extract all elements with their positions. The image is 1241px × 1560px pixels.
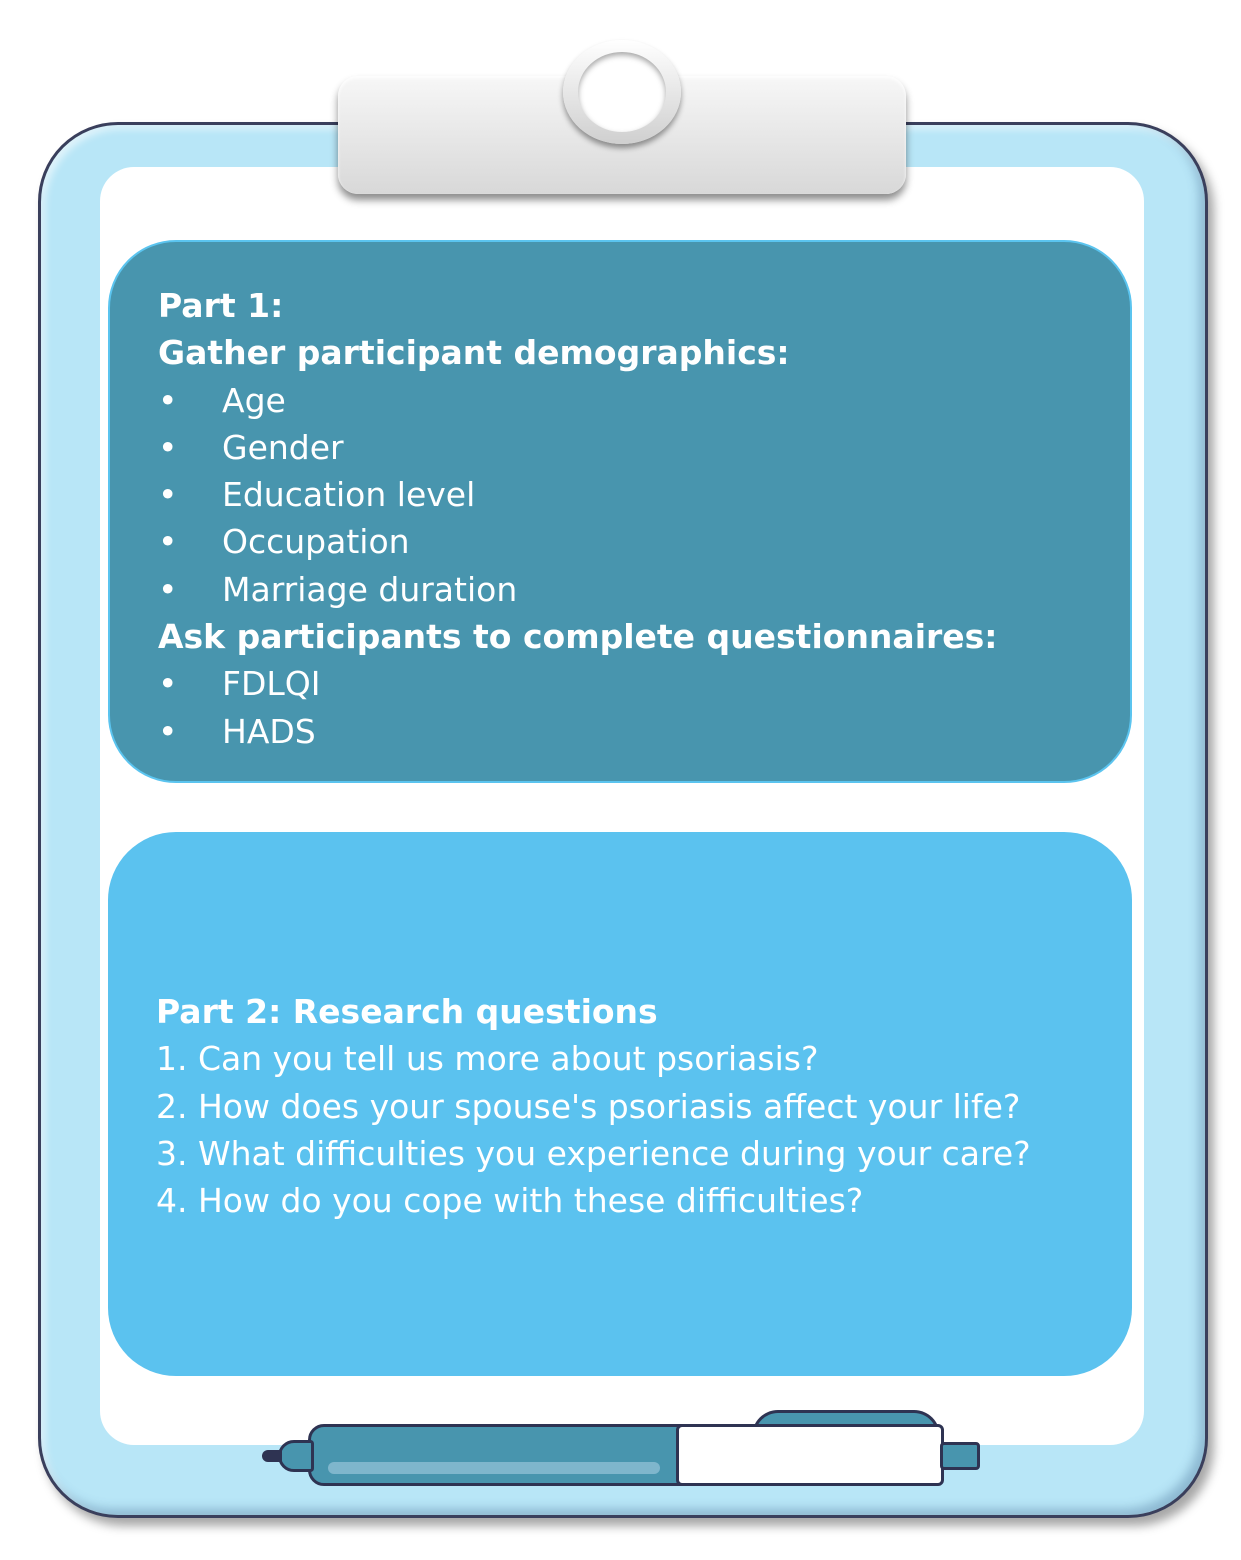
questionnaire-hads: HADS [222,711,316,751]
demographic-education: Education level [222,475,476,515]
list-item [158,518,1130,565]
research-question-3: 3. What difficulties you experience during your care? [156,1133,1031,1173]
part1-title: Part 1: [158,286,284,325]
bullet: • [158,711,178,751]
bullet: • [158,475,178,515]
bullet: • [158,427,178,467]
bullet: • [158,380,178,420]
part2-title: Part 2: Research questions [156,992,658,1031]
list-item [158,377,1130,424]
list-item [158,708,1130,755]
research-question-1: 1. Can you tell us more about psoriasis? [156,1039,819,1079]
list-item [158,660,1130,707]
demographic-occupation: Occupation [222,522,410,562]
list-item [158,471,1130,518]
part1-panel [108,240,1132,783]
demographic-age: Age [222,380,286,420]
research-question-4: 4. How do you cope with these difficulties? [156,1181,864,1221]
pen-highlight [328,1462,660,1474]
questionnaires-heading: Ask participants to complete questionnaires: [158,617,998,657]
demographic-marriage-duration: Marriage duration [222,569,518,609]
bullet: • [158,569,178,609]
demographic-gender: Gender [222,427,344,467]
questionnaire-fdlqi: FDLQI [222,664,321,704]
bullet: • [158,664,178,704]
list-item [158,424,1130,471]
pen-icon [308,1424,692,1486]
part2-panel [108,832,1132,1376]
pen-end [940,1442,980,1470]
clip-hole [578,52,666,132]
list-item [158,566,1130,613]
research-question-2: 2. How does your spouse's psoriasis affect your life? [156,1086,1021,1126]
bullet: • [158,522,178,562]
pen-point [262,1450,282,1462]
pen-cap [676,1424,944,1486]
demographics-heading: Gather participant demographics: [158,333,790,373]
pen-tip [278,1440,314,1472]
